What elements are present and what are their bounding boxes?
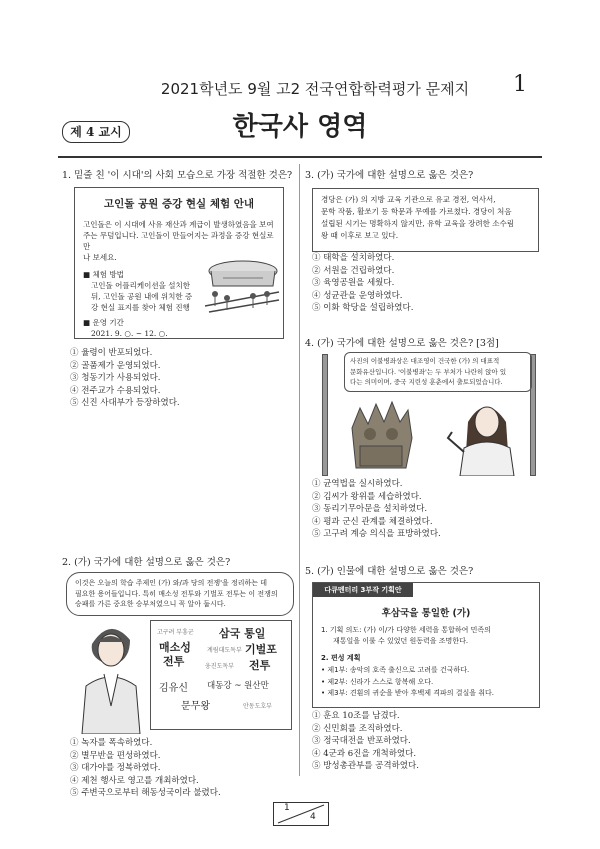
q1-box-line: 고인돌은 이 시대에 사유 재산과 계급이 발생하였음을 보여 [83, 220, 274, 229]
q1-options [70, 347, 180, 410]
q5-stem: 5. (가) 인물에 대한 설명으로 옳은 것은? [305, 566, 474, 577]
page-indicator-slash [274, 803, 328, 825]
q5-doc-title: 후삼국을 통일한 (가) [381, 608, 471, 619]
q3-option[interactable]: ① 태학을 설치하였다. [312, 253, 395, 263]
q5-plan [321, 665, 494, 700]
q3-stem: 3. (가) 국가에 대한 설명으로 옳은 것은? [305, 170, 474, 181]
q1-option[interactable]: ④ 전주교가 수용되었다. [70, 385, 161, 396]
q2-word: 기벌포 [245, 643, 277, 656]
q4-option[interactable]: ② 김씨가 왕위를 세습하였다. [312, 491, 422, 502]
column-divider [299, 164, 300, 776]
q2-word: 전투 [163, 655, 185, 668]
q1-box [74, 187, 284, 339]
q1-stem: 1. 밑줄 친 '이 시대'의 사회 모습으로 가장 적절한 것은? [62, 170, 293, 181]
q2-word: 대동강 ~ 원산만 [207, 681, 269, 691]
q5-plan-line: • 제1부: 송악의 호족 출신으로 고려를 건국하다. [321, 666, 470, 674]
exam-title: 2021학년도 9월 고2 전국연합학력평가 문제지 [160, 80, 470, 98]
q3-box-text [321, 194, 530, 242]
q3-options [312, 252, 413, 315]
q3-option[interactable]: ② 서원을 건립하였다. [312, 265, 395, 276]
q1-option[interactable]: ③ 청동기가 사용되었다. [70, 373, 161, 383]
q5-intent-line: 재통일을 이룰 수 있었던 원동력을 조명한다. [333, 637, 469, 645]
q1-method-head: ■ 체험 방법 [83, 270, 124, 279]
page-total: 4 [310, 812, 316, 822]
q1-box-line: 주는 무덤입니다. 고인돌이 만들어지는 과정을 증강 현실로 만 [83, 231, 274, 251]
q2-word: 문무왕 [181, 701, 210, 712]
q4-option[interactable]: ⑤ 고구려 계승 의식을 표방하였다. [312, 529, 441, 539]
q5-option[interactable]: ③ 정국대전을 반포하였다. [312, 736, 411, 746]
guide-figure [446, 392, 526, 476]
q3-box [312, 188, 539, 252]
q2-bubble-line: 필요한 용어들입니다. 특히 매소성 전투와 기벌포 전투는 이 전쟁의 [75, 589, 278, 598]
q2-word: 안동도호부 [243, 703, 272, 710]
q1-method [91, 280, 201, 313]
q2-word: 웅진도독부 [205, 663, 234, 670]
q2-option[interactable]: ④ 제천 행사로 영고를 개최하였다. [70, 775, 199, 786]
session-badge: 제 4 교시 [62, 121, 130, 143]
q1-box-line: 나 보세요. [83, 253, 117, 262]
q4-bubble-line: 문화유산입니다. '이불병좌'는 두 부처가 나란히 앉아 있 [350, 367, 507, 376]
q1-period-head: ■ 운영 기간 [83, 318, 124, 327]
q3-box-line: 경당은 (가) 의 지방 교육 기관으로 유교 경전, 역사서, [321, 195, 496, 204]
q4-stem: 4. (가) 국가에 대한 설명으로 옳은 것은? [3점] [305, 338, 499, 349]
q5-intent [321, 625, 491, 647]
q2-option[interactable]: ⑤ 주변국으로부터 해동성국이라 불렸다. [70, 788, 221, 798]
q5-plan-line: • 제3부: 견훤의 귀순을 받아 후백제 격파의 결실을 취다. [321, 689, 494, 697]
q2-speech-bubble [66, 572, 294, 616]
q1-method-line: 강 현실 표지를 찾아 체험 진행 [91, 303, 190, 312]
q4-options [312, 478, 441, 541]
q2-bubble-line: 승패를 가른 중요한 승부처였으니 꼭 알아 둡시다. [75, 600, 226, 608]
q5-option[interactable]: ⑤ 방성총관부를 공격하였다. [312, 761, 419, 771]
q5-options [312, 710, 419, 773]
q3-box-line: 왕 때 이후로 보고 있다. [321, 231, 399, 240]
q4-option[interactable]: ① 균역법을 실시하였다. [312, 479, 403, 489]
q4-option[interactable]: ④ 평과 군신 관계를 체결하였다. [312, 516, 433, 527]
q1-method-line: 뒤, 고인돌 공원 내에 위치한 증 [91, 292, 193, 301]
q2-option[interactable]: ② 별무반을 편성하였다. [70, 750, 161, 761]
q1-period: 2021. 9. ○. ~ 12. ○. [91, 329, 168, 338]
q1-box-title: 고인돌 공원 증강 현실 체험 안내 [103, 198, 255, 210]
q2-word: 계림대도독부 [207, 647, 242, 654]
dolmen-illustration [203, 256, 281, 314]
q5-plan-line: • 제2부: 신라가 스스로 항복해 오다. [321, 677, 434, 686]
q4-speech-bubble [344, 352, 532, 392]
q1-option[interactable]: ② 골품제가 운영되었다. [70, 360, 161, 371]
q3-option[interactable]: ⑤ 이화 학당을 설립하였다. [312, 303, 414, 313]
q2-stem: 2. (가) 국가에 대한 설명으로 옳은 것은? [62, 557, 231, 568]
header-divider [58, 156, 542, 158]
q2-word: 김유신 [159, 683, 188, 694]
page-indicator [273, 802, 329, 826]
q5-plan-head: 2. 편성 계획 [321, 654, 361, 662]
q3-option[interactable]: ③ 육영공원을 세웠다. [312, 278, 395, 288]
teacher-figure [74, 616, 146, 734]
q2-options [70, 737, 221, 800]
q5-intent-line: 1. 기획 의도: (가) 이/가 다양한 세력을 통합하여 민족의 [321, 626, 491, 634]
q1-option[interactable]: ⑤ 신진 사대부가 등장하였다. [70, 398, 180, 408]
q2-bubble-line: 이것은 오늘의 학습 주제인 (가) 와/과 당의 전쟁'을 정리하는 데 [75, 579, 268, 587]
q3-box-line: 설립된 시기는 명확하지 않지만, 유학 교육을 장려한 소수림 [321, 219, 514, 228]
page-current: 1 [284, 803, 290, 813]
q4-pole-left [322, 354, 328, 476]
q4-bubble-line: 사진의 이불병좌상은 대조영이 건국한 (가) 의 대표적 [350, 357, 500, 365]
q5-tab: 다큐멘터리 3부작 기획안 [313, 583, 413, 597]
q2-word: 매소성 [159, 641, 191, 654]
page-number: 1 [513, 72, 527, 97]
q4-bubble-line: 다는 의미이며, 중국 지린성 훈춘에서 출토되었습니다. [350, 378, 503, 386]
q2-option[interactable]: ① 녹자를 폭속하였다. [70, 738, 153, 748]
q1-option[interactable]: ① 율령이 반포되었다. [70, 348, 153, 358]
q2-bubble-text [75, 578, 285, 610]
q2-word: 삼국 통일 [219, 627, 266, 640]
subject-title: 한국사 영역 [232, 112, 368, 142]
q2-word-board [150, 620, 292, 730]
q2-option[interactable]: ③ 대가야를 정복하였다. [70, 763, 161, 773]
q4-option[interactable]: ③ 동리기무아문을 설치하였다. [312, 504, 428, 514]
q5-option[interactable]: ① 훈요 10조를 남겼다. [312, 711, 400, 721]
q2-word: 고구려 부흥군 [157, 629, 194, 636]
q5-option[interactable]: ④ 4군과 6진을 개척하였다. [312, 748, 417, 759]
q1-method-line: 고인돌 어플리케이션을 설치한 [91, 281, 190, 290]
q2-word: 전투 [249, 659, 271, 672]
q3-option[interactable]: ④ 성균관을 운영하였다. [312, 290, 403, 301]
q4-bubble-text [350, 356, 526, 388]
q3-box-line: 문학 작품, 활쏘기 등 학문과 무예를 가르쳤다. 경당이 처음 [321, 207, 512, 216]
q5-option[interactable]: ② 신민회를 조직하였다. [312, 723, 403, 734]
buddha-statue-photo [346, 398, 416, 472]
q5-box [312, 582, 540, 708]
